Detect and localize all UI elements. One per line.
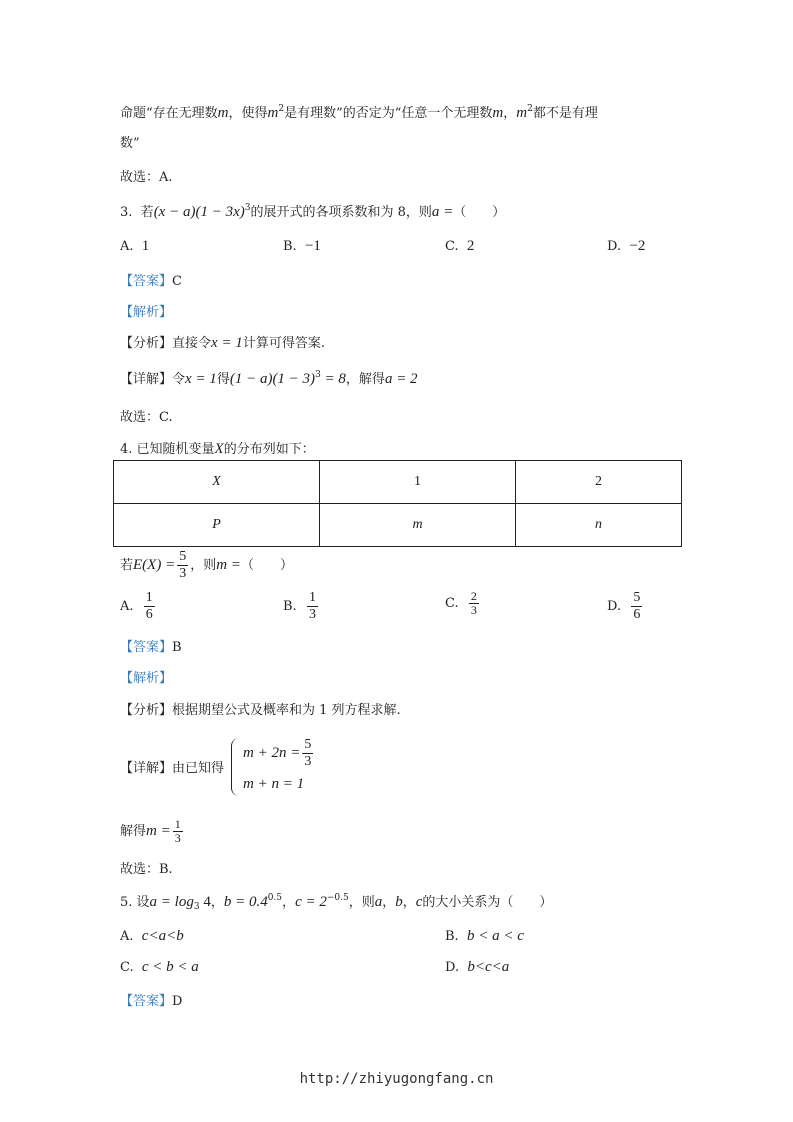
q5-option-b: B. b < a < c	[445, 928, 524, 944]
table-cell: 1	[320, 461, 516, 504]
q5-option-c: C. c < b < a	[120, 959, 199, 975]
system-brace	[231, 738, 242, 796]
q5-stem: 5. 设$a = \log_3 4$，$b = 0.4^{0.5}$，$c = 2^{-0.5}$，则a，b，c的大小关系为（ ）	[120, 893, 553, 912]
q3-option-d: D. −2	[607, 238, 646, 254]
q3-option-b: B. −1	[283, 238, 321, 254]
q4-xiangjie: 【详解】由已知得	[120, 761, 225, 776]
q3-stem: 3. 若$(x - a)(1 - 3x)^3$的展开式的各项系数和为 8，则a =（ ）	[120, 203, 506, 220]
table-cell: n	[516, 504, 682, 547]
table-row	[114, 461, 682, 504]
table-cell: X	[114, 461, 320, 504]
q4-fenxi: 【分析】根据期望公式及概率和为 1 列方程求解.	[120, 703, 401, 718]
q3-fenxi: 【分析】直接令x = 1计算可得答案.	[120, 335, 325, 351]
distribution-table	[113, 460, 682, 547]
prev-choice: 故选：A.	[120, 170, 173, 185]
q3-choice: 故选：C.	[120, 410, 173, 425]
q3-answer: 【答案】C	[120, 274, 182, 289]
q4-equation-2: m + n = 1	[243, 776, 305, 792]
q4-condition: 若E(X) = $\frac{5}{3}$ ，则m =（ ）	[120, 549, 293, 581]
q4-choice: 故选：B.	[120, 862, 173, 877]
footer-url: http://zhiyugongfang.cn	[299, 1071, 494, 1087]
q4-option-c: C. $\frac{2}{3}$	[445, 589, 477, 617]
prev-explanation-line1: 命题“存在无理数m，使得$m^2$是有理数”的否定为“任意一个无理数m，$m^2$都不是有理	[120, 104, 598, 121]
table-row	[114, 504, 682, 547]
q4-solve: 解得m = $\frac{1}{3}$	[120, 817, 181, 845]
q4-stem: 4. 已知随机变量X的分布列如下：	[120, 441, 315, 457]
prev-explanation-line2: 数”	[120, 136, 140, 151]
q5-option-d: D. b<c<a	[445, 959, 510, 975]
q3-xiangjie: 【详解】令x = 1得$(1 - a)(1 - 3)^3 = 8$，解得a = 2	[120, 370, 418, 387]
q4-option-a: A. $\frac{1}{6}$	[120, 590, 153, 622]
q4-option-d: D. $\frac{5}{6}$	[607, 590, 641, 622]
q3-option-a: A. 1	[120, 238, 150, 254]
q3-option-c: C. 2	[445, 238, 475, 254]
q5-answer: 【答案】D	[120, 994, 183, 1009]
table-cell: m	[320, 504, 516, 547]
q4-analysis-tag: 【解析】	[120, 671, 173, 686]
q5-option-a: A. c<a<b	[120, 928, 184, 944]
q4-answer: 【答案】B	[120, 640, 182, 655]
q4-option-b: B. $\frac{1}{3}$	[283, 590, 316, 622]
table-cell: P	[114, 504, 320, 547]
q3-analysis-tag: 【解析】	[120, 305, 173, 320]
q4-equation-1: m + 2n = $\frac{5}{3}$	[243, 737, 312, 769]
table-cell: 2	[516, 461, 682, 504]
